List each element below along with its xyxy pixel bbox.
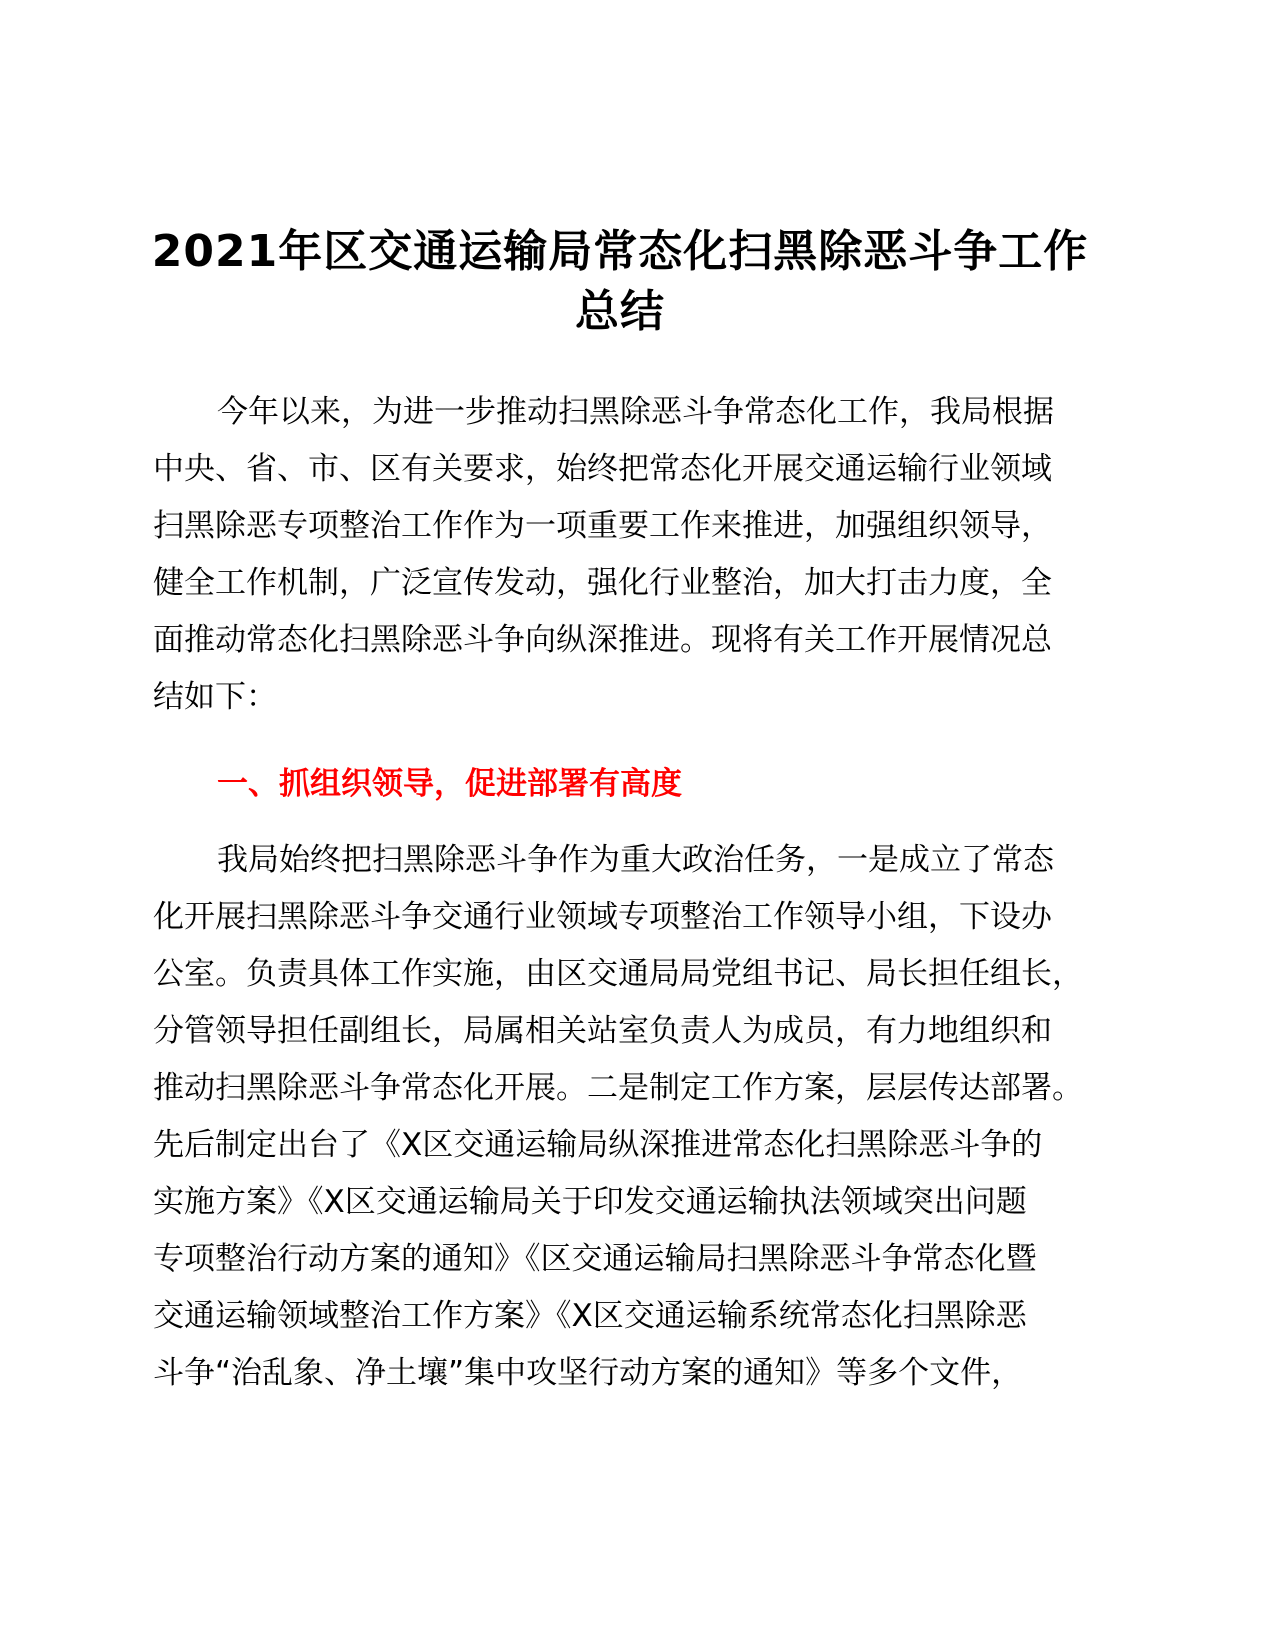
section-heading: 一、抓组织领导，促进部署有高度 xyxy=(217,766,682,802)
paragraph-line: 推动扫黑除恶斗争常态化开展。二是制定工作方案，层层传达部署。 xyxy=(153,1070,1083,1106)
paragraph-line: 中央、省、市、区有关要求，始终把常态化开展交通运输行业领域 xyxy=(153,451,1052,487)
paragraph-line: 实施方案》《X区交通运输局关于印发交通运输执法领域突出问题 xyxy=(153,1184,1027,1220)
paragraph-line: 交通运输领域整治工作方案》《X区交通运输系统常态化扫黑除恶 xyxy=(153,1298,1027,1334)
intro-paragraph xyxy=(153,384,1138,726)
title-line: 2021年区交通运输局常态化扫黑除恶斗争工作 xyxy=(151,226,1089,277)
section-paragraph xyxy=(153,832,1138,1402)
paragraph-line: 我局始终把扫黑除恶斗争作为重大政治任务，一是成立了常态 xyxy=(217,842,1054,878)
paragraph-line: 先后制定出台了《X区交通运输局纵深推进常态化扫黑除恶斗争的 xyxy=(153,1127,1043,1163)
paragraph-line: 斗争“治乱象、净土壤”集中攻坚行动方案的通知》等多个文件， xyxy=(153,1355,1023,1391)
paragraph-line: 健全工作机制，广泛宣传发动，强化行业整治，加大打击力度，全 xyxy=(153,565,1052,601)
paragraph-line: 分管领导担任副组长，局属相关站室负责人为成员，有力地组织和 xyxy=(153,1013,1052,1049)
paragraph-line: 扫黑除恶专项整治工作作为一项重要工作来推进，加强组织领导， xyxy=(153,508,1052,544)
title-line: 总结 xyxy=(575,286,665,337)
paragraph-line: 化开展扫黑除恶斗争交通行业领域专项整治工作领导小组，下设办 xyxy=(153,899,1052,935)
document-title xyxy=(140,222,1100,342)
paragraph-line: 专项整治行动方案的通知》《区交通运输局扫黑除恶斗争常态化暨 xyxy=(153,1241,1037,1277)
paragraph-line: 今年以来，为进一步推动扫黑除恶斗争常态化工作，我局根据 xyxy=(217,394,1054,430)
paragraph-line: 公室。负责具体工作实施，由区交通局局党组书记、局长担任组长， xyxy=(153,956,1083,992)
paragraph-line: 面推动常态化扫黑除恶斗争向纵深推进。现将有关工作开展情况总 xyxy=(153,622,1052,658)
paragraph-line: 结如下： xyxy=(153,679,277,715)
